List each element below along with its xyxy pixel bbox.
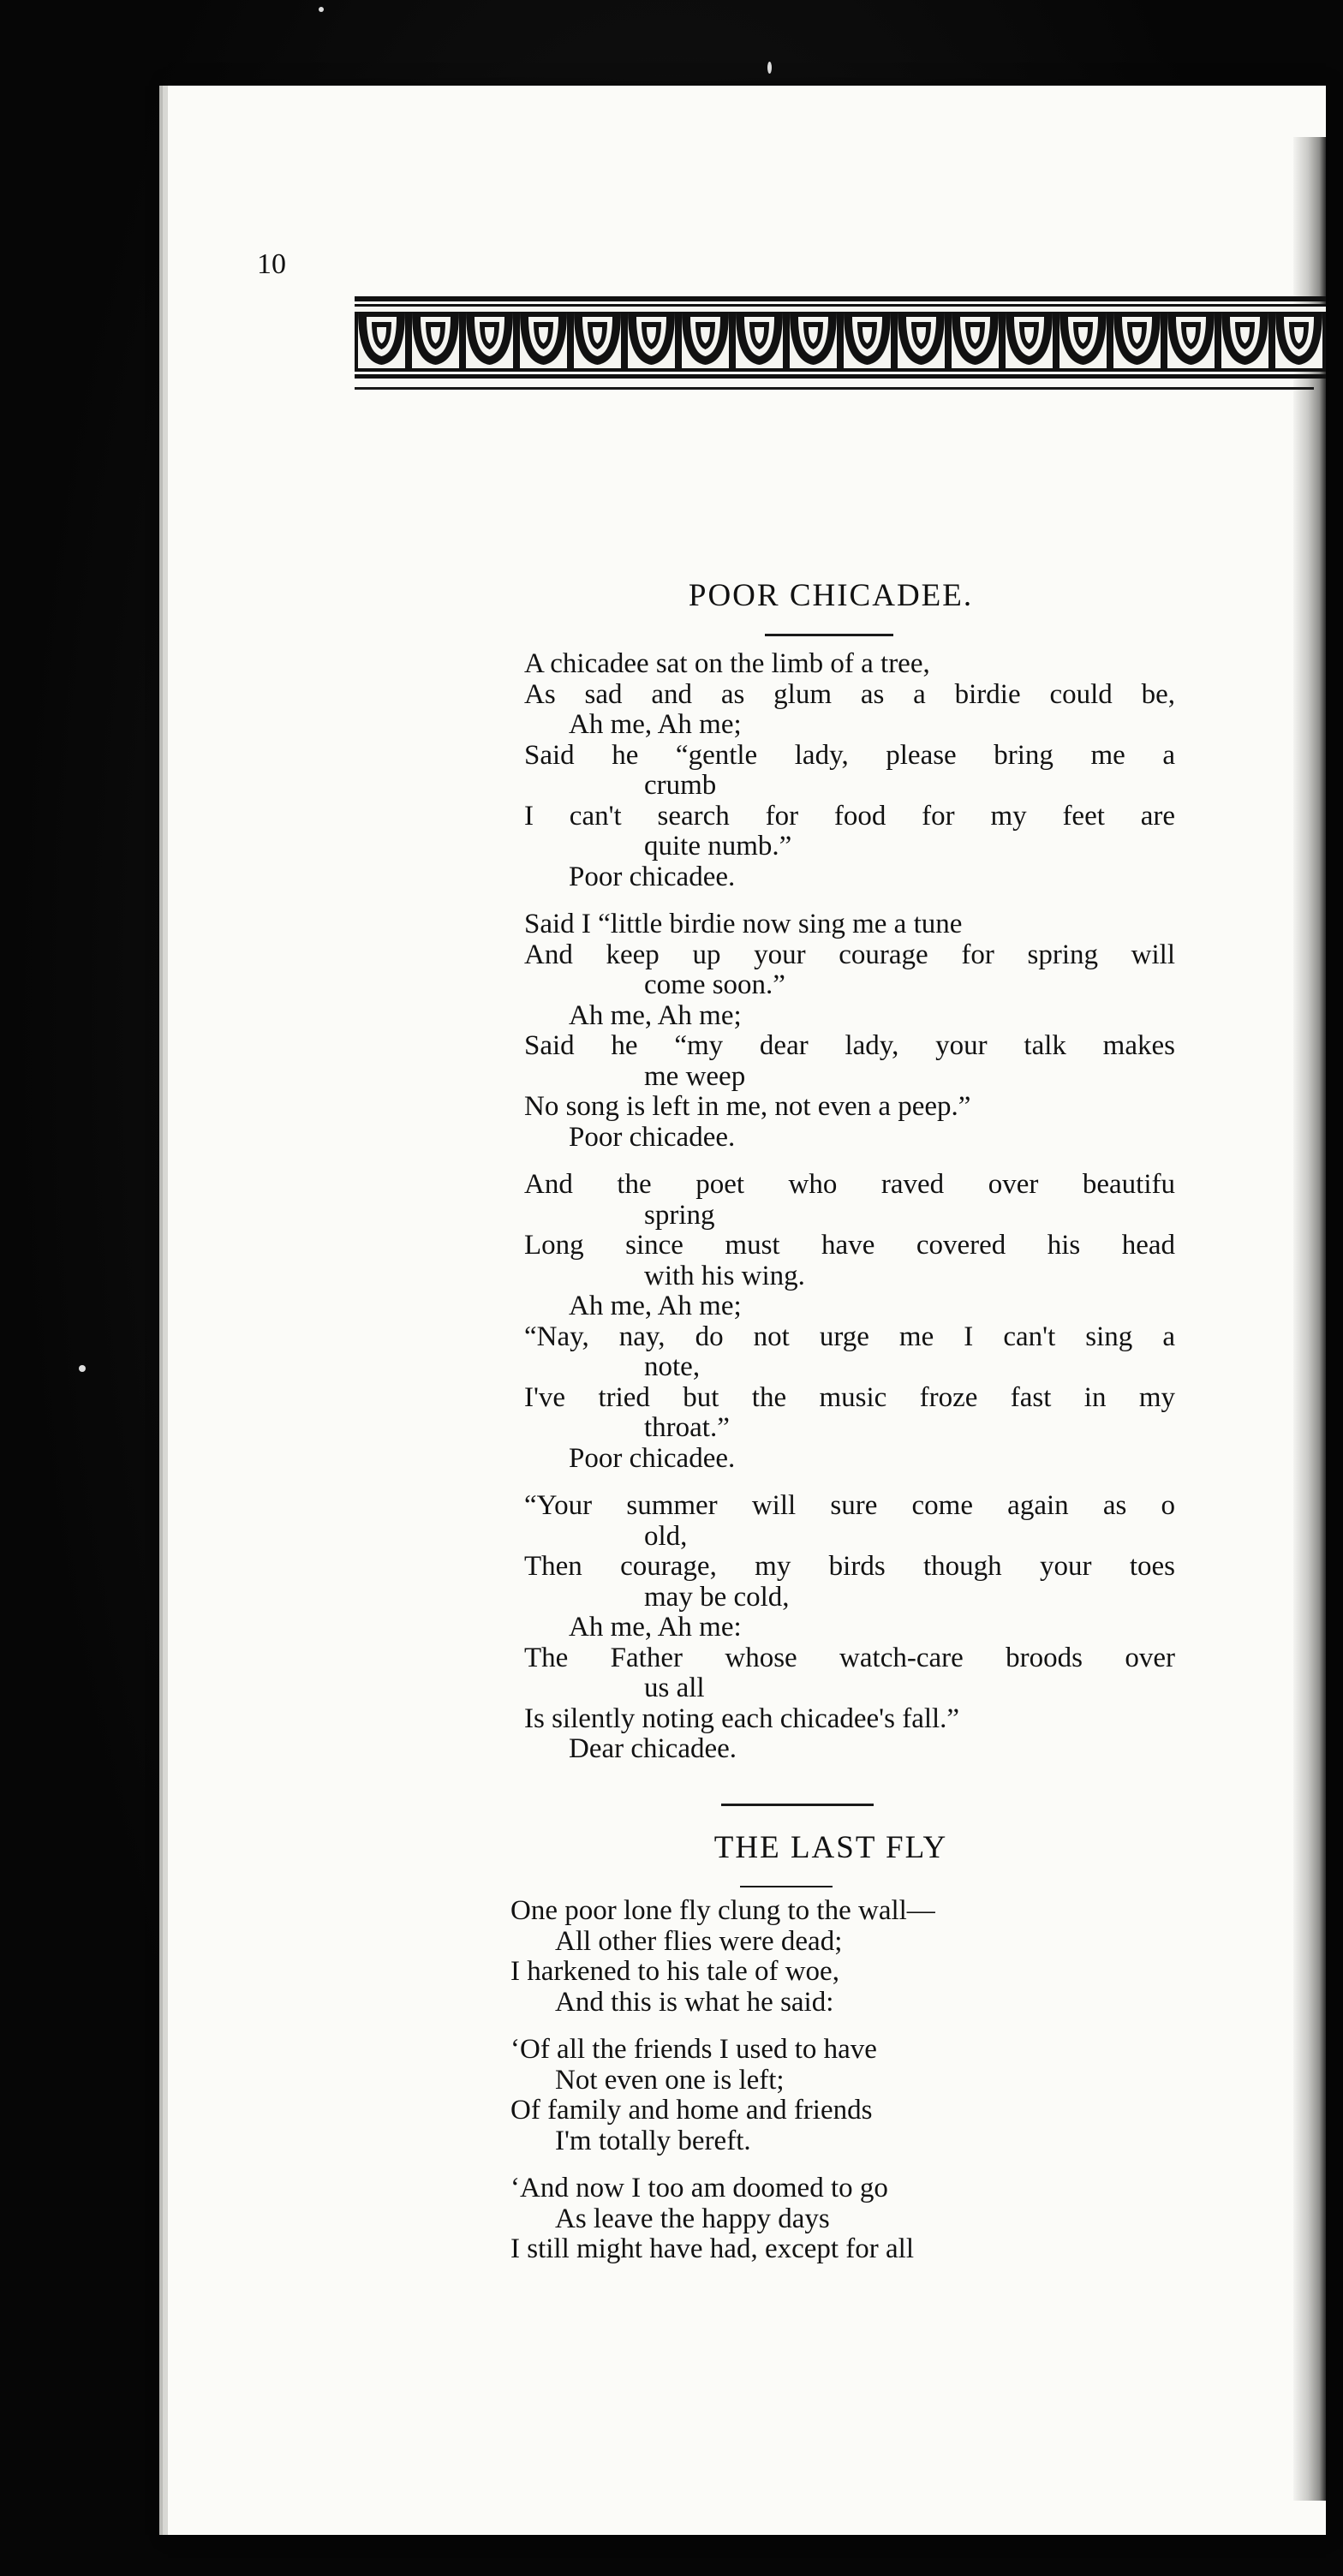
poem-line: ‘Of all the friends I used to have: [510, 2034, 877, 2065]
poem-line: As sad and as glum as a birdie could be,: [524, 678, 1175, 710]
title-underline-rule: [765, 634, 893, 636]
poem-line: Ah me, Ah me;: [569, 709, 742, 740]
poem-title: POOR CHICADEE.: [688, 578, 974, 613]
poem-title: THE LAST FLY: [713, 1830, 948, 1865]
stanza: [524, 649, 1175, 892]
poem-line: with his wing.: [644, 1260, 805, 1291]
poem-line: All other flies were dead;: [555, 1925, 843, 1957]
poem-line: And the poet who raved over beautifu: [524, 1169, 1175, 1200]
poem-line: Ah me, Ah me:: [569, 1612, 742, 1643]
poem-line: No song is left in me, not even a peep.”: [524, 1091, 971, 1122]
poem-line: I'm totally bereft.: [555, 2125, 751, 2156]
poem-line: come soon.”: [644, 969, 785, 1000]
poem-line: Then courage, my birds though your toes: [524, 1551, 1175, 1582]
poem-line: old,: [644, 1520, 688, 1552]
poem-line: Said I “little birdie now sing me a tune: [524, 909, 963, 939]
poem-line: I still might have had, except for all: [510, 2233, 915, 2264]
page-edge-shadow: [1293, 137, 1326, 2501]
poem-line: I harkened to his tale of woe,: [510, 1956, 839, 1987]
poem-line: Dear chicadee.: [569, 1733, 737, 1764]
poem-line: us all: [644, 1673, 705, 1703]
poem-line: crumb: [644, 770, 717, 801]
poem-line: Poor chicadee.: [569, 1121, 736, 1153]
poem-line: quite numb.”: [644, 831, 792, 862]
stanza: [510, 1896, 1161, 2018]
poem-line: I've tried but the music froze fast in my: [524, 1381, 1175, 1413]
poem-line: And this is what he said:: [555, 1986, 834, 2018]
dust-speck: [319, 7, 324, 12]
stanza: [524, 1170, 1175, 1474]
poem-line: Of family and home and friends: [510, 2095, 873, 2126]
poem-line: “Your summer will sure come again as o: [524, 1490, 1175, 1521]
poem-line: The Father whose watch-care broods over: [524, 1642, 1175, 1673]
decorative-border-ornament: [355, 296, 1326, 379]
poem-body: [524, 649, 1175, 1782]
poem-line: “Nay, nay, do not urge me I can't sing a: [524, 1321, 1175, 1352]
poem-line: Long since must have covered his head: [524, 1230, 1175, 1261]
poem-line: Ah me, Ah me;: [569, 999, 742, 1031]
poem-line: Poor chicadee.: [569, 861, 736, 892]
dust-speck: [79, 1365, 86, 1372]
poem-line: Poor chicadee.: [569, 1442, 736, 1474]
section-divider-rule: [721, 1804, 874, 1806]
header-rule: [355, 387, 1314, 390]
poem-line: I can't search for food for my feet are: [524, 800, 1175, 832]
poem-line: And keep up your courage for spring will: [524, 939, 1175, 970]
title-underline-rule: [740, 1886, 833, 1887]
poem-line: throat.”: [644, 1412, 730, 1443]
page-number: 10: [257, 248, 286, 280]
poem-line: A chicadee sat on the limb of a tree,: [524, 648, 930, 679]
poem-body: [510, 1896, 1161, 2282]
poem-line: Said he “my dear lady, your talk makes: [524, 1030, 1175, 1061]
dust-speck: [767, 62, 772, 74]
poem-line: ‘And now I too am doomed to go: [510, 2173, 888, 2203]
poem-line: Said he “gentle lady, please bring me a: [524, 739, 1175, 771]
poem-line: As leave the happy days: [555, 2203, 830, 2234]
poem-line: Not even one is left;: [555, 2064, 785, 2096]
stanza: [524, 909, 1175, 1153]
stanza: [524, 1491, 1175, 1765]
stanza: [510, 2174, 1161, 2265]
poem-line: One poor lone fly clung to the wall—: [510, 1895, 935, 1926]
poem-line: me weep: [644, 1060, 746, 1092]
poem-line: Ah me, Ah me;: [569, 1291, 742, 1321]
poem-line: spring: [644, 1199, 715, 1231]
poem-line: note,: [644, 1351, 701, 1382]
poem-line: Is silently noting each chicadee's fall.”: [524, 1702, 960, 1734]
stanza: [510, 2035, 1161, 2156]
poem-line: may be cold,: [644, 1581, 790, 1613]
